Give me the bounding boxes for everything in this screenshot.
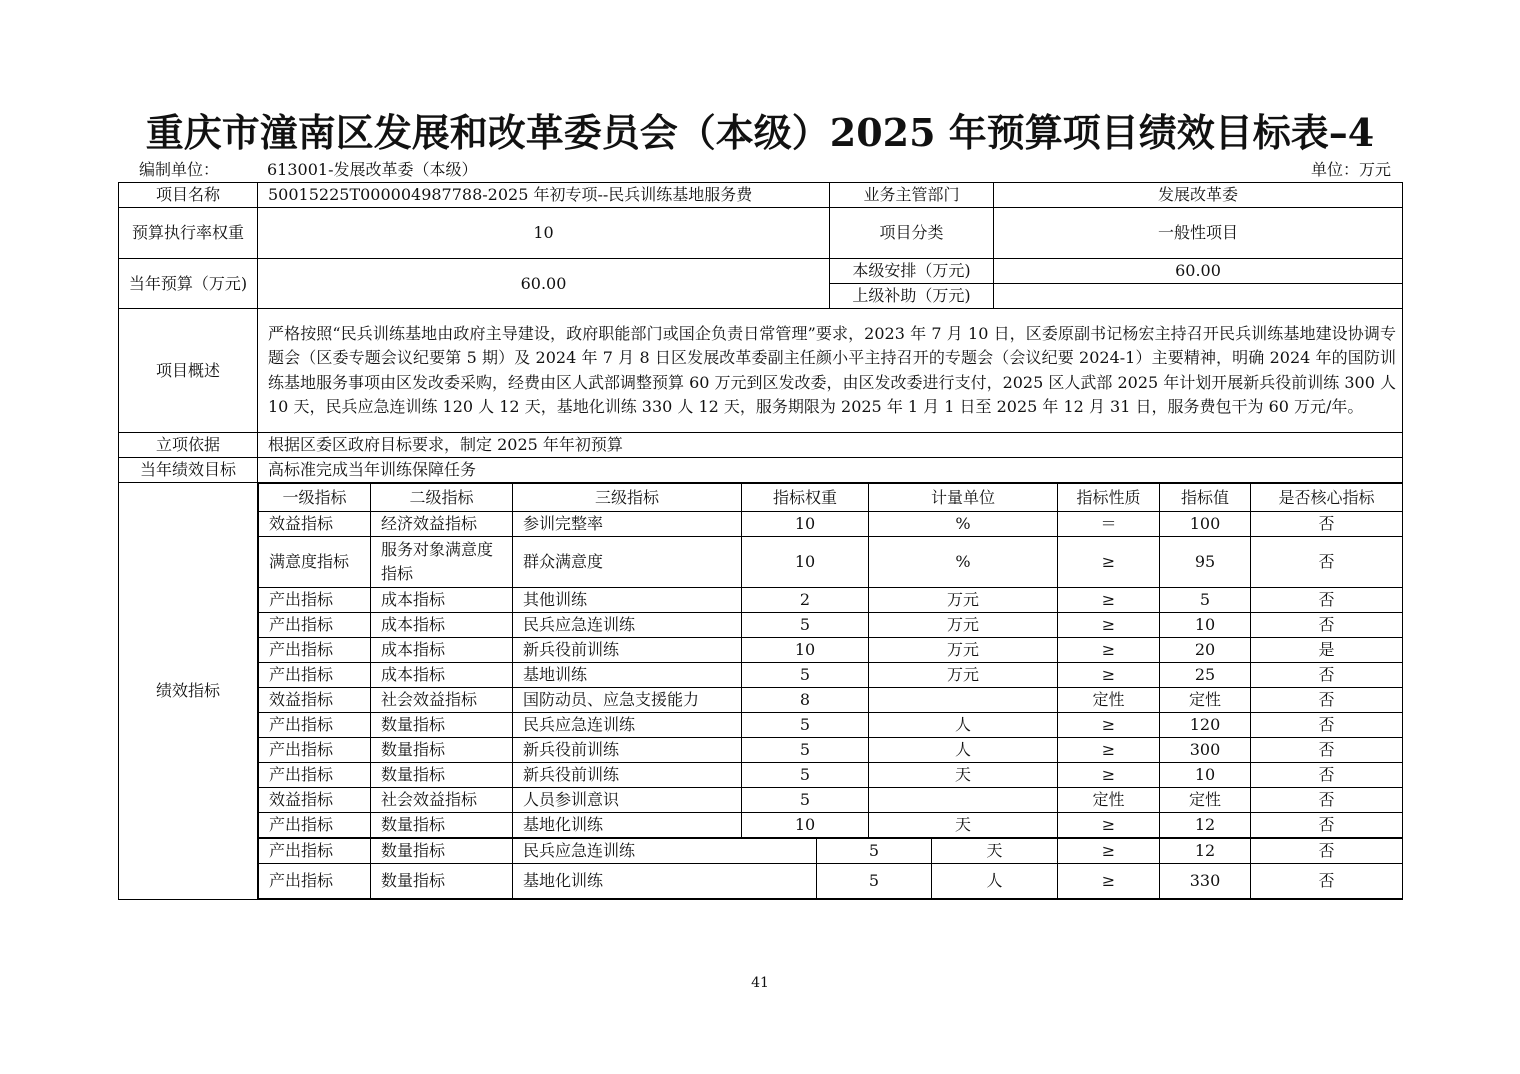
perf-unit: 万元 bbox=[869, 663, 1058, 688]
local-label: 本级安排（万元) bbox=[830, 259, 994, 284]
perf-level2: 数量指标 bbox=[371, 738, 513, 763]
perf-nature: ≥ bbox=[1058, 663, 1160, 688]
perf-level3: 国防动员、应急支援能力 bbox=[513, 688, 742, 713]
perf-unit: 计量单位 bbox=[869, 484, 1058, 512]
perf-unit bbox=[869, 788, 1058, 813]
perf-unit: 万元 bbox=[869, 638, 1058, 663]
dept-label: 业务主管部门 bbox=[830, 183, 994, 208]
perf-level2: 社会效益指标 bbox=[371, 788, 513, 813]
perf-nature: ≥ bbox=[1058, 864, 1160, 899]
perf-core: 否 bbox=[1251, 613, 1403, 638]
exec-weight-label: 预算执行率权重 bbox=[119, 208, 258, 259]
perf-value: 120 bbox=[1160, 713, 1251, 738]
perf-core: 否 bbox=[1251, 763, 1403, 788]
budget-value: 60.00 bbox=[258, 259, 830, 309]
perf-level1: 产出指标 bbox=[259, 613, 371, 638]
perf-level1: 产出指标 bbox=[259, 813, 371, 838]
perf-unit: 万元 bbox=[869, 613, 1058, 638]
perf-core: 否 bbox=[1251, 512, 1403, 537]
perf-row bbox=[259, 638, 1403, 663]
budget-label: 当年预算（万元) bbox=[119, 259, 258, 309]
perf-value: 95 bbox=[1160, 537, 1251, 588]
perf-value: 10 bbox=[1160, 763, 1251, 788]
perf-unit: 天 bbox=[869, 763, 1058, 788]
perf-row bbox=[259, 688, 1403, 713]
basis-text: 根据区委区政府目标要求，制定 2025 年年初预算 bbox=[258, 433, 1403, 458]
perf-level2: 成本指标 bbox=[371, 613, 513, 638]
perf-level2: 成本指标 bbox=[371, 663, 513, 688]
perf-core: 否 bbox=[1251, 588, 1403, 613]
project-name-label: 项目名称 bbox=[119, 183, 258, 208]
perf-row bbox=[259, 537, 1403, 588]
perf-core: 否 bbox=[1251, 813, 1403, 838]
perf-level3: 基地化训练 bbox=[513, 813, 742, 838]
perf-unit: % bbox=[869, 512, 1058, 537]
perf-unit: 人 bbox=[932, 864, 1058, 899]
perf-weight: 5 bbox=[742, 613, 869, 638]
perf-core: 否 bbox=[1251, 663, 1403, 688]
perf-weight: 5 bbox=[817, 864, 932, 899]
project-name: 50015225T000004987788-2025 年初专项--民兵训练基地服务费 bbox=[258, 183, 830, 208]
subsidy-value bbox=[994, 284, 1403, 309]
perf-weight: 5 bbox=[817, 839, 932, 864]
perf-value: 12 bbox=[1160, 813, 1251, 838]
perf-value: 20 bbox=[1160, 638, 1251, 663]
perf-nature: ≥ bbox=[1058, 813, 1160, 838]
perf-core: 否 bbox=[1251, 738, 1403, 763]
perf-level3: 参训完整率 bbox=[513, 512, 742, 537]
perf-level1: 产出指标 bbox=[259, 588, 371, 613]
perf-nature: 定性 bbox=[1058, 688, 1160, 713]
perf-row bbox=[259, 738, 1403, 763]
perf-value: 100 bbox=[1160, 512, 1251, 537]
perf-weight: 2 bbox=[742, 588, 869, 613]
perf-level3: 三级指标 bbox=[513, 484, 742, 512]
perf-level3: 民兵应急连训练 bbox=[513, 713, 742, 738]
perf-core: 是 bbox=[1251, 638, 1403, 663]
perf-nature: ≥ bbox=[1058, 763, 1160, 788]
perf-level1: 产出指标 bbox=[259, 763, 371, 788]
perf-nature: ≥ bbox=[1058, 738, 1160, 763]
perf-core: 否 bbox=[1251, 688, 1403, 713]
perf-unit: 万元 bbox=[869, 588, 1058, 613]
perf-unit: 人 bbox=[869, 713, 1058, 738]
perf-level1: 产出指标 bbox=[259, 864, 371, 899]
perf-weight: 10 bbox=[742, 813, 869, 838]
perf-level2: 成本指标 bbox=[371, 588, 513, 613]
perf-level1: 产出指标 bbox=[259, 839, 371, 864]
dept-value: 发展改革委 bbox=[994, 183, 1403, 208]
basis-label: 立项依据 bbox=[119, 433, 258, 458]
perf-value: 300 bbox=[1160, 738, 1251, 763]
category-label: 项目分类 bbox=[830, 208, 994, 259]
perf-level1: 产出指标 bbox=[259, 713, 371, 738]
perf-row bbox=[259, 713, 1403, 738]
perf-unit: 人 bbox=[869, 738, 1058, 763]
perf-level2: 经济效益指标 bbox=[371, 512, 513, 537]
perf-value: 330 bbox=[1160, 864, 1251, 899]
perf-weight: 5 bbox=[742, 738, 869, 763]
exec-weight-value: 10 bbox=[258, 208, 830, 259]
perf-row bbox=[259, 663, 1403, 688]
perf-level3: 人员参训意识 bbox=[513, 788, 742, 813]
unit-label: 编制单位： bbox=[139, 160, 220, 179]
perf-row bbox=[259, 788, 1403, 813]
perf-nature: ≥ bbox=[1058, 537, 1160, 588]
perf-nature: 定性 bbox=[1058, 788, 1160, 813]
perf-row bbox=[259, 512, 1403, 537]
perf-row bbox=[259, 588, 1403, 613]
perf-weight: 5 bbox=[742, 663, 869, 688]
perf-value: 5 bbox=[1160, 588, 1251, 613]
perf-nature: ≥ bbox=[1058, 588, 1160, 613]
perf-nature: 指标性质 bbox=[1058, 484, 1160, 512]
perf-level1: 一级指标 bbox=[259, 484, 371, 512]
perf-weight: 8 bbox=[742, 688, 869, 713]
perf-nature: ＝ bbox=[1058, 512, 1160, 537]
goal-text: 高标准完成当年训练保障任务 bbox=[258, 458, 1403, 483]
unit-value: 613001-发展改革委（本级） bbox=[267, 160, 478, 179]
perf-level1: 满意度指标 bbox=[259, 537, 371, 588]
perf-value: 25 bbox=[1160, 663, 1251, 688]
perf-level3: 新兵役前训练 bbox=[513, 638, 742, 663]
perf-level2: 服务对象满意度指标 bbox=[371, 537, 513, 588]
perf-level2: 数量指标 bbox=[371, 864, 513, 899]
perf-level3: 新兵役前训练 bbox=[513, 763, 742, 788]
perf-table bbox=[258, 483, 1403, 838]
subsidy-label: 上级补助（万元) bbox=[830, 284, 994, 309]
perf-level3: 基地化训练 bbox=[513, 864, 817, 899]
perf-nature: ≥ bbox=[1058, 839, 1160, 864]
perf-level2: 二级指标 bbox=[371, 484, 513, 512]
goal-table bbox=[118, 182, 1403, 900]
perf-weight: 5 bbox=[742, 788, 869, 813]
goal-label: 当年绩效目标 bbox=[119, 458, 258, 483]
perf-value: 12 bbox=[1160, 839, 1251, 864]
unit-line bbox=[139, 160, 478, 180]
perf-weight: 10 bbox=[742, 638, 869, 663]
perf-level3: 群众满意度 bbox=[513, 537, 742, 588]
perf-weight: 5 bbox=[742, 713, 869, 738]
perf-weight: 指标权重 bbox=[742, 484, 869, 512]
perf-level1: 产出指标 bbox=[259, 638, 371, 663]
perf-core: 否 bbox=[1251, 788, 1403, 813]
perf-value: 指标值 bbox=[1160, 484, 1251, 512]
perf-core: 是否核心指标 bbox=[1251, 484, 1403, 512]
perf-level2: 数量指标 bbox=[371, 813, 513, 838]
perf-value: 定性 bbox=[1160, 688, 1251, 713]
perf-row bbox=[259, 864, 1403, 899]
overview-label: 项目概述 bbox=[119, 309, 258, 433]
perf-level2: 数量指标 bbox=[371, 839, 513, 864]
perf-level3: 其他训练 bbox=[513, 588, 742, 613]
perf-level2: 数量指标 bbox=[371, 763, 513, 788]
perf-unit: 天 bbox=[869, 813, 1058, 838]
perf-level1: 产出指标 bbox=[259, 738, 371, 763]
perf-level1: 效益指标 bbox=[259, 788, 371, 813]
perf-nature: ≥ bbox=[1058, 713, 1160, 738]
perf-level3: 基地训练 bbox=[513, 663, 742, 688]
perf-core: 否 bbox=[1251, 864, 1403, 899]
perf-cell bbox=[258, 483, 1403, 900]
perf-weight: 10 bbox=[742, 512, 869, 537]
perf-weight: 10 bbox=[742, 537, 869, 588]
perf-level2: 成本指标 bbox=[371, 638, 513, 663]
perf-level3: 民兵应急连训练 bbox=[513, 839, 817, 864]
perf-core: 否 bbox=[1251, 839, 1403, 864]
perf-table-tail bbox=[258, 838, 1403, 899]
perf-unit: % bbox=[869, 537, 1058, 588]
perf-nature: ≥ bbox=[1058, 613, 1160, 638]
perf-level1: 效益指标 bbox=[259, 512, 371, 537]
perf-row bbox=[259, 613, 1403, 638]
perf-row bbox=[259, 839, 1403, 864]
perf-header-row bbox=[259, 484, 1403, 512]
perf-row bbox=[259, 813, 1403, 838]
perf-core: 否 bbox=[1251, 713, 1403, 738]
local-value: 60.00 bbox=[994, 259, 1403, 284]
perf-level1: 效益指标 bbox=[259, 688, 371, 713]
perf-level2: 数量指标 bbox=[371, 713, 513, 738]
perf-core: 否 bbox=[1251, 537, 1403, 588]
perf-unit bbox=[869, 688, 1058, 713]
perf-level3: 新兵役前训练 bbox=[513, 738, 742, 763]
perf-weight: 5 bbox=[742, 763, 869, 788]
perf-unit: 天 bbox=[932, 839, 1058, 864]
category-value: 一般性项目 bbox=[994, 208, 1403, 259]
perf-level1: 产出指标 bbox=[259, 663, 371, 688]
perf-level3: 民兵应急连训练 bbox=[513, 613, 742, 638]
overview-text: 严格按照“民兵训练基地由政府主导建设，政府职能部门或国企负责日常管理”要求，2023 年 7 月 10 日，区委原副书记杨宏主持召开民兵训练基地建设协调专题会（区委专题会议纪要第 5 期）及 2024 年 7 月 8 日区发展改革委副主任颜小平主持召开的专题会（会议纪要 2024-1）主要精神，明确 2024 年的国防训练基地服务事项由区发改委采购，经费由区人武部调整预算 60 万元到区发改委，由区发改委进行支付，2025 区人武部 2025 年计划开展新兵役前训练 300 人 10 天，民兵应急连训练 120 人 12 天，基地化训练 330 人 12 天，服务期限为 2025 年 1 月 1 日至 2025 年 12 月 31 日，服务费包干为 60 万元/年。 bbox=[258, 309, 1403, 433]
perf-row bbox=[259, 763, 1403, 788]
perf-value: 定性 bbox=[1160, 788, 1251, 813]
perf-label: 绩效指标 bbox=[119, 483, 258, 900]
currency-unit: 单位：万元 bbox=[1310, 160, 1391, 179]
perf-level2: 社会效益指标 bbox=[371, 688, 513, 713]
page-number: 41 bbox=[751, 975, 769, 991]
perf-value: 10 bbox=[1160, 613, 1251, 638]
perf-nature: ≥ bbox=[1058, 638, 1160, 663]
page-title: 重庆市潼南区发展和改革委员会（本级）2025 年预算项目绩效目标表–4 bbox=[145, 110, 1375, 155]
